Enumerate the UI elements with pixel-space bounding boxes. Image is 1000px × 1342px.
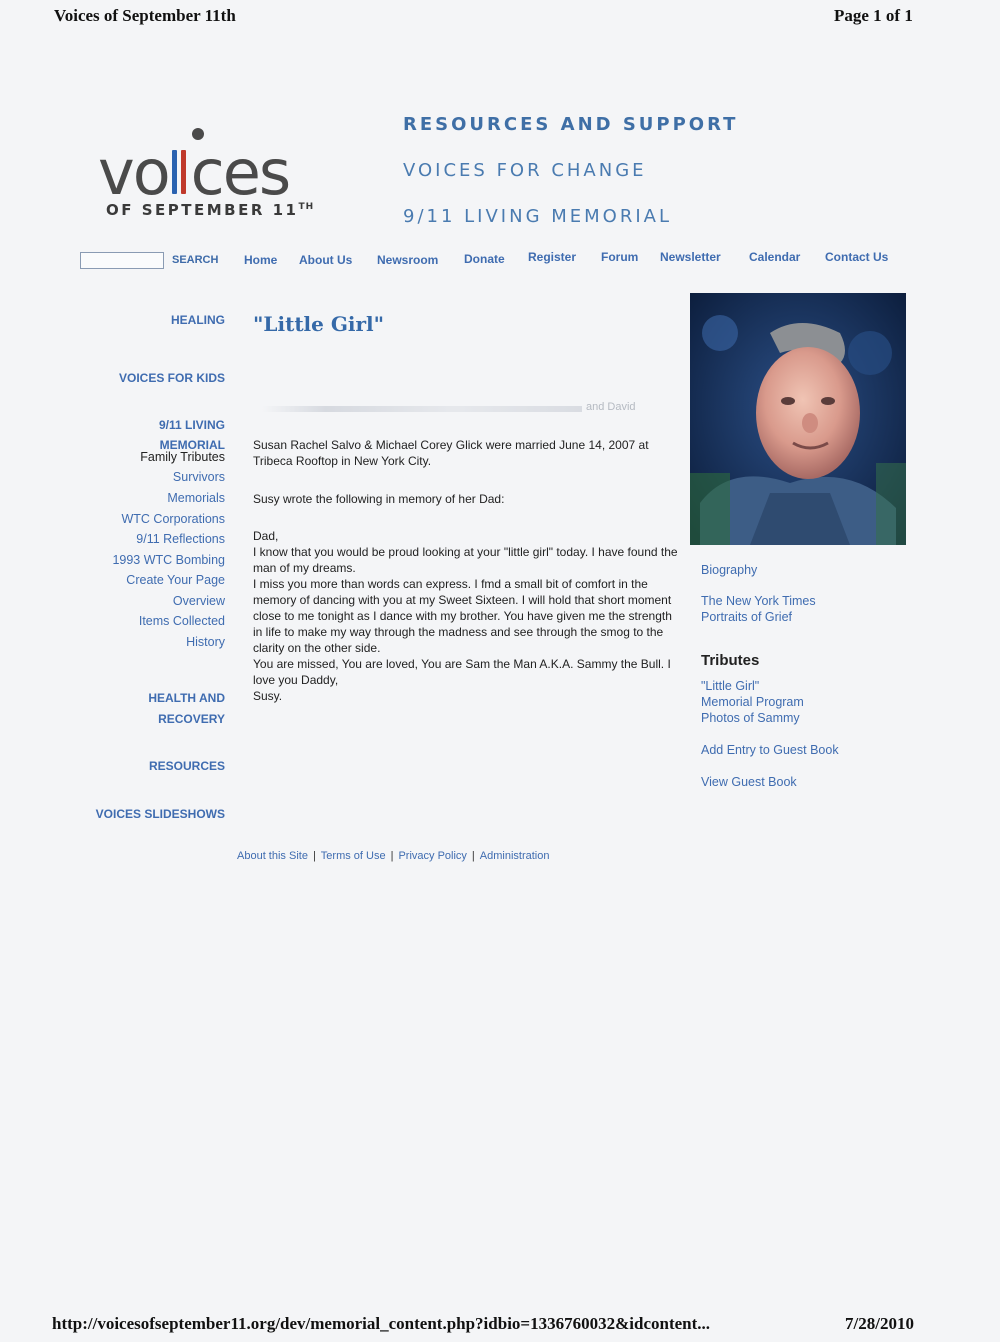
sidebar-item-items-collected[interactable]: Items Collected (138, 614, 225, 628)
footer-separator: | (312, 850, 316, 862)
footer-separator: | (390, 850, 394, 862)
sidebar-item-memorials[interactable]: Memorials (167, 491, 225, 505)
letter-signature: Susy. (253, 689, 283, 703)
living-memorial-link[interactable]: 9/11 LIVING MEMORIAL (403, 206, 672, 227)
sidebar-voices-slideshows[interactable]: VOICES SLIDESHOWS (95, 807, 225, 821)
voices-for-change-link[interactable]: VOICES FOR CHANGE (403, 160, 647, 181)
tribute-link-little-girl[interactable]: "Little Girl" (701, 679, 760, 693)
nav-home[interactable]: Home (244, 253, 278, 267)
page-title: "Little Girl" (253, 312, 385, 336)
print-footer-url: http://voicesofseptember11.org/dev/memorial_content.php?idbio=1336760032&idcontent... (52, 1314, 711, 1333)
sidebar-item-survivors[interactable]: Survivors (172, 470, 225, 484)
footer-admin-link[interactable]: Administration (479, 850, 550, 862)
nav-donate[interactable]: Donate (464, 252, 505, 266)
sidebar-item-family-tributes[interactable]: Family Tributes (140, 450, 225, 464)
search-button[interactable]: SEARCH (172, 254, 219, 266)
letter-paragraph: I miss you more than words can express. I fmd a small bit of comfort in the memory of dancing with you at my Sweet Sixteen. I will hold that short moment close to me tonight as I dance with my brother. You have given me the strength in life to make my way through the madness and see through the smog to the clarity on the other side. (253, 577, 672, 655)
letter-salutation: Dad, (253, 529, 279, 543)
sidebar-item-1993-bombing[interactable]: 1993 WTC Bombing (112, 553, 225, 567)
tribute-link-memorial-program[interactable]: Memorial Program (701, 695, 804, 709)
sidebar-health-and-recovery-line2[interactable]: RECOVERY (158, 712, 225, 726)
sidebar-resources[interactable]: RESOURCES (148, 759, 225, 773)
footer-privacy-link[interactable]: Privacy Policy (398, 850, 467, 862)
nav-newsroom[interactable]: Newsroom (377, 253, 439, 267)
faded-caption: and David (586, 401, 636, 413)
sidebar-item-history[interactable]: History (186, 635, 225, 649)
faded-caption-smudge (262, 406, 582, 412)
search-input[interactable] (80, 252, 164, 269)
nyt-link-line2[interactable]: Portraits of Grief (701, 610, 792, 624)
intro-paragraph: Susan Rachel Salvo & Michael Corey Glick were married June 14, 2007 at Tribeca Rooftop in New York City. (253, 438, 649, 468)
sidebar-item-overview[interactable]: Overview (172, 594, 225, 608)
sidebar-healing[interactable]: HEALING (171, 313, 225, 327)
sidebar-living-memorial-line2[interactable]: MEMORIAL (159, 438, 225, 452)
letter-paragraph: I know that you would be proud looking at your "little girl" today. I have found the man of my dreams. (253, 545, 678, 575)
sidebar-health-and-recovery[interactable]: HEALTH AND (148, 691, 225, 705)
biography-link[interactable]: Biography (701, 563, 758, 577)
logo-subtitle: OF SEPTEMBER 11TH (106, 201, 315, 219)
nav-about-us[interactable]: About Us (299, 253, 353, 267)
print-header-page: Page 1 of 1 (834, 6, 913, 25)
footer-separator: | (471, 850, 475, 862)
sidebar-item-reflections[interactable]: 9/11 Reflections (136, 532, 225, 546)
sidebar-item-wtc-corporations[interactable]: WTC Corporations (121, 512, 225, 526)
nav-forum[interactable]: Forum (601, 250, 639, 264)
nav-calendar[interactable]: Calendar (749, 250, 801, 264)
view-guestbook-link[interactable]: View Guest Book (701, 775, 797, 789)
resources-and-support-link[interactable]: RESOURCES AND SUPPORT (403, 114, 739, 135)
portrait-photo (690, 293, 906, 545)
nyt-link[interactable]: The New York Times (701, 594, 816, 608)
sidebar-living-memorial[interactable]: 9/11 LIVING (158, 418, 225, 432)
add-guestbook-entry-link[interactable]: Add Entry to Guest Book (701, 743, 839, 757)
tribute-link-photos[interactable]: Photos of Sammy (701, 711, 800, 725)
logo-word-right: ces (190, 136, 290, 209)
portrait-photo-graphic (690, 293, 906, 545)
footer-terms-link[interactable]: Terms of Use (320, 850, 386, 862)
footer-about-link[interactable]: About this Site (237, 850, 308, 862)
sidebar-item-create-your-page[interactable]: Create Your Page (126, 573, 225, 587)
tributes-heading: Tributes (701, 652, 760, 669)
print-header-title: Voices of September 11th (54, 6, 236, 25)
nav-register[interactable]: Register (528, 250, 577, 264)
logo-bars-icon (169, 150, 191, 194)
letter (253, 528, 679, 704)
logo-word-left: vo (98, 136, 169, 209)
footer-links (237, 850, 549, 862)
intro-line: Susy wrote the following in memory of her Dad: (253, 492, 505, 506)
print-footer-date: 7/28/2010 (845, 1314, 914, 1333)
nav-newsletter[interactable]: Newsletter (660, 250, 721, 264)
site-logo[interactable] (98, 128, 338, 228)
sidebar-voices-for-kids[interactable]: VOICES FOR KIDS (118, 371, 225, 385)
nav-contact-us[interactable]: Contact Us (825, 250, 889, 264)
letter-paragraph: You are missed, You are loved, You are Sam the Man A.K.A. Sammy the Bull. I love you Daddy, (253, 657, 671, 687)
